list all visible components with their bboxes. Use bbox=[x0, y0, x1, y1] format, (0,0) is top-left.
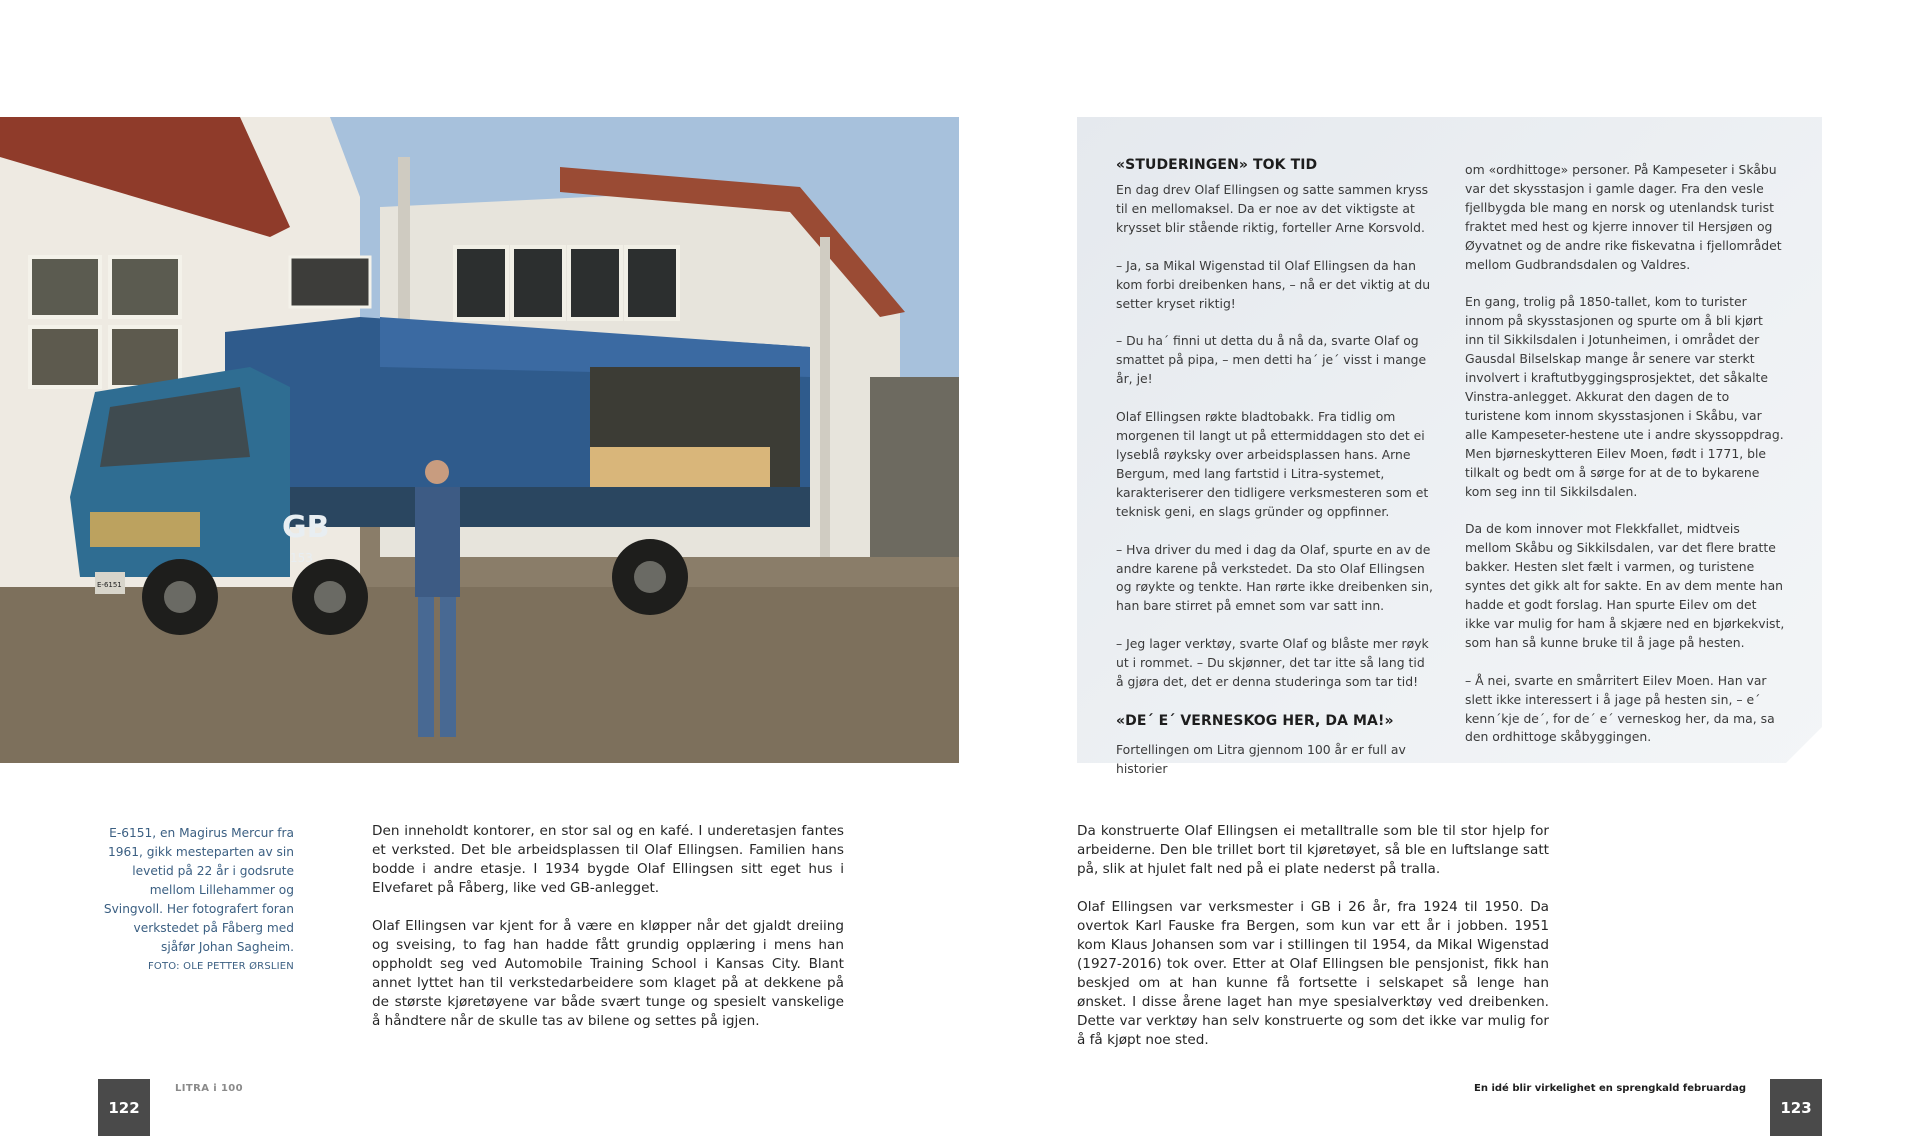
sidebar-paragraph: – Jeg lager verktøy, svarte Olaf og blåste mer røyk ut i rommet. – Du skjønner, det tar itte så lang tid å gjøra det, det er denna studeringa som tar tid! bbox=[1116, 636, 1429, 690]
sidebar-paragraph: – Ja, sa Mikal Wigenstad til Olaf Ellingsen da han kom forbi dreibenken hans, – nå er det viktig at du setter kryset riktig! bbox=[1116, 257, 1431, 311]
sidebar-paragraph: En gang, trolig på 1850-tallet, kom to turister innom på skysstasjonen og spurte om å bli kjørt inn til Sikkilsdalen i Jotunheimen, i området der Gausdal Bilselskap mange år senere var sterkt involvert i kraftutbyggingsprosjektet, det såkalte Vinstra-anlegget. Akkurat den dagen de to turistene kom innom skysstasjonen i Skåbu, var alle Kampeseter-hestene ute i andre skyssoppdrag. Men bjørneskytteren Eilev Moen, født i 1771, ble tilkalt og bedt om å sørge for at de to bykarene kom seg inn til Sikkilsdalen. bbox=[1465, 294, 1784, 499]
body-column-left bbox=[372, 822, 844, 1050]
sidebar-heading-verneskog: «DE´ E´ VERNESKOG HER, DA MA!» bbox=[1116, 712, 1394, 729]
running-header-left: LITRA i 100 bbox=[175, 1083, 244, 1094]
license-plate: E-6151 bbox=[97, 581, 122, 589]
caption-text: E-6151, en Magirus Mercur fra 1961, gikk mesteparten av sin levetid på 22 år i godsrute mellom Lillehammer og Svingvoll. Her fotografert foran verkstedet på Fåberg med sjåfør Johan Sagheim. bbox=[103, 826, 294, 954]
photo-caption bbox=[96, 824, 294, 976]
sidebar-paragraph: – Å nei, svarte en smårritert Eilev Moen. Han var slett ikke interessert i å jage på hesten sin, – e´ kenn´kje de´, for de´ e´ verneskog her, da ma, sa den ordhittoge skåbyggingen. bbox=[1465, 672, 1775, 745]
truck-number: 153 bbox=[290, 551, 313, 565]
body-paragraph: Den inneholdt kontorer, en stor sal og en kafé. I underetasjen fantes et verksted. Det ble arbeidsplassen til Olaf Ellingsen. Familien hans bodde i andre etasje. I 1934 bygde Olaf Ellingsen sitt eget hus i Elvefaret på Fåberg, like ved GB-anlegget. bbox=[372, 823, 844, 896]
sidebar-story-box bbox=[1077, 117, 1822, 776]
body-paragraph: Olaf Ellingsen var verksmester i GB i 26 år, fra 1924 til 1950. Da overtok Karl Fauske fra Bergen, som kun var ett år i jobben. 1951 kom Klaus Johansen som var i stillingen til 1954, da Mikal Wigenstad (1927-2016) tok over. Etter at Olaf Ellingsen ble pensjonist, fikk han beskjed om at han kunne få fortsette i selskapet så lenge han ønsket. I disse årene laget han mye spesialverktøy ved dreibenken. Dette var verktøy han selv konstruerte og som det ikke var mulig for å få kjøpt noe sted. bbox=[1077, 899, 1549, 1048]
sidebar-paragraph: Da de kom innover mot Flekkfallet, midtveis mellom Skåbu og Sikkilsdalen, var det flere bratte bakker. Hesten slet fælt i varmen, og turistene syntes det gikk alt for sakte. En av dem mente han hadde et godt forslag. Han spurte Eilev om det ikke var mulig for ham å skjære ned en bjørkekvist, som han så kunne bruke til å jage på hesten. bbox=[1465, 521, 1785, 650]
sidebar-left-column bbox=[1116, 155, 1436, 798]
page-number-right: 123 bbox=[1770, 1079, 1822, 1136]
truck-logo: GB bbox=[282, 510, 330, 545]
page-fold-corner bbox=[1786, 727, 1822, 763]
running-header-right: En idé blir virkelighet en sprengkald februardag bbox=[1474, 1083, 1746, 1094]
sidebar-paragraph: om «ordhittoge» personer. På Kampeseter i Skåbu var det skysstasjon i gamle dager. Fra den vesle fjellbygda ble mang en norsk og utenlandsk turist fraktet med hest og kjerre innover til Hersjøen og Øyvatnet og de andre rike fiskevatna i fjellområdet mellom Gudbrandsdalen og Valdres. bbox=[1465, 162, 1782, 272]
photo-credit: FOTO: OLE PETTER ØRSLIEN bbox=[147, 961, 294, 972]
page-number-left: 122 bbox=[98, 1079, 150, 1136]
sidebar-heading-studeringen: «STUDERINGEN» TOK TID bbox=[1116, 157, 1318, 173]
body-column-right bbox=[1077, 822, 1549, 1069]
sidebar-paragraph: Olaf Ellingsen røkte bladtobakk. Fra tidlig om morgenen til langt ut på ettermiddagen sto det ei lyseblå røyksky over arbeidsplassen hans. Arne Bergum, med lang fartstid i Litra-systemet, karakteriserer den tidligere verksmesteren som et teknisk geni, en slags gründer og oppfinner. bbox=[1116, 409, 1429, 519]
sidebar-paragraph: – Hva driver du med i dag da Olaf, spurte en av de andre karene på verkstedet. Da sto Olaf Ellingsen og røykte og tenkte. Han rørte ikke dreibenken sin, han bare stirret på emnet som var satt inn. bbox=[1116, 541, 1433, 614]
truck-photo bbox=[0, 117, 959, 763]
sidebar-paragraph: En dag drev Olaf Ellingsen og satte sammen kryss til en mellomaksel. Da er noe av det viktigste at krysset blir stående riktig, forteller Arne Korsvold. bbox=[1116, 182, 1429, 235]
body-paragraph: Da konstruerte Olaf Ellingsen ei metalltralle som ble til stor hjelp for arbeiderne. Den ble trillet bort til kjøretøyet, så ble en luftslange satt på, slik at hjulet falt ned på ei plate nederst på tralla. bbox=[1077, 823, 1549, 877]
body-paragraph: Olaf Ellingsen var kjent for å være en kløpper når det gjaldt dreiing og sveising, to fag han hadde fått grundig opplæring i mens han oppholdt seg ved Automobile Training School i Kansas City. Blant annet lyttet han til verkstedarbeidere som klaget på at dekkene på de største kjøretøyene var både svært tunge og spesielt vanskelige å håndtere når de skulle tas av bilene og settes på igjen. bbox=[372, 918, 844, 1029]
truck-photo-illustration bbox=[0, 117, 959, 763]
sidebar-right-column bbox=[1465, 161, 1785, 766]
sidebar-paragraph: – Du ha´ finni ut detta du å nå da, svarte Olaf og smattet på pipa, – men detti ha´ je´ visst i mange år, je! bbox=[1116, 333, 1427, 387]
sidebar-paragraph: Fortellingen om Litra gjennom 100 år er full av historier bbox=[1116, 741, 1406, 776]
